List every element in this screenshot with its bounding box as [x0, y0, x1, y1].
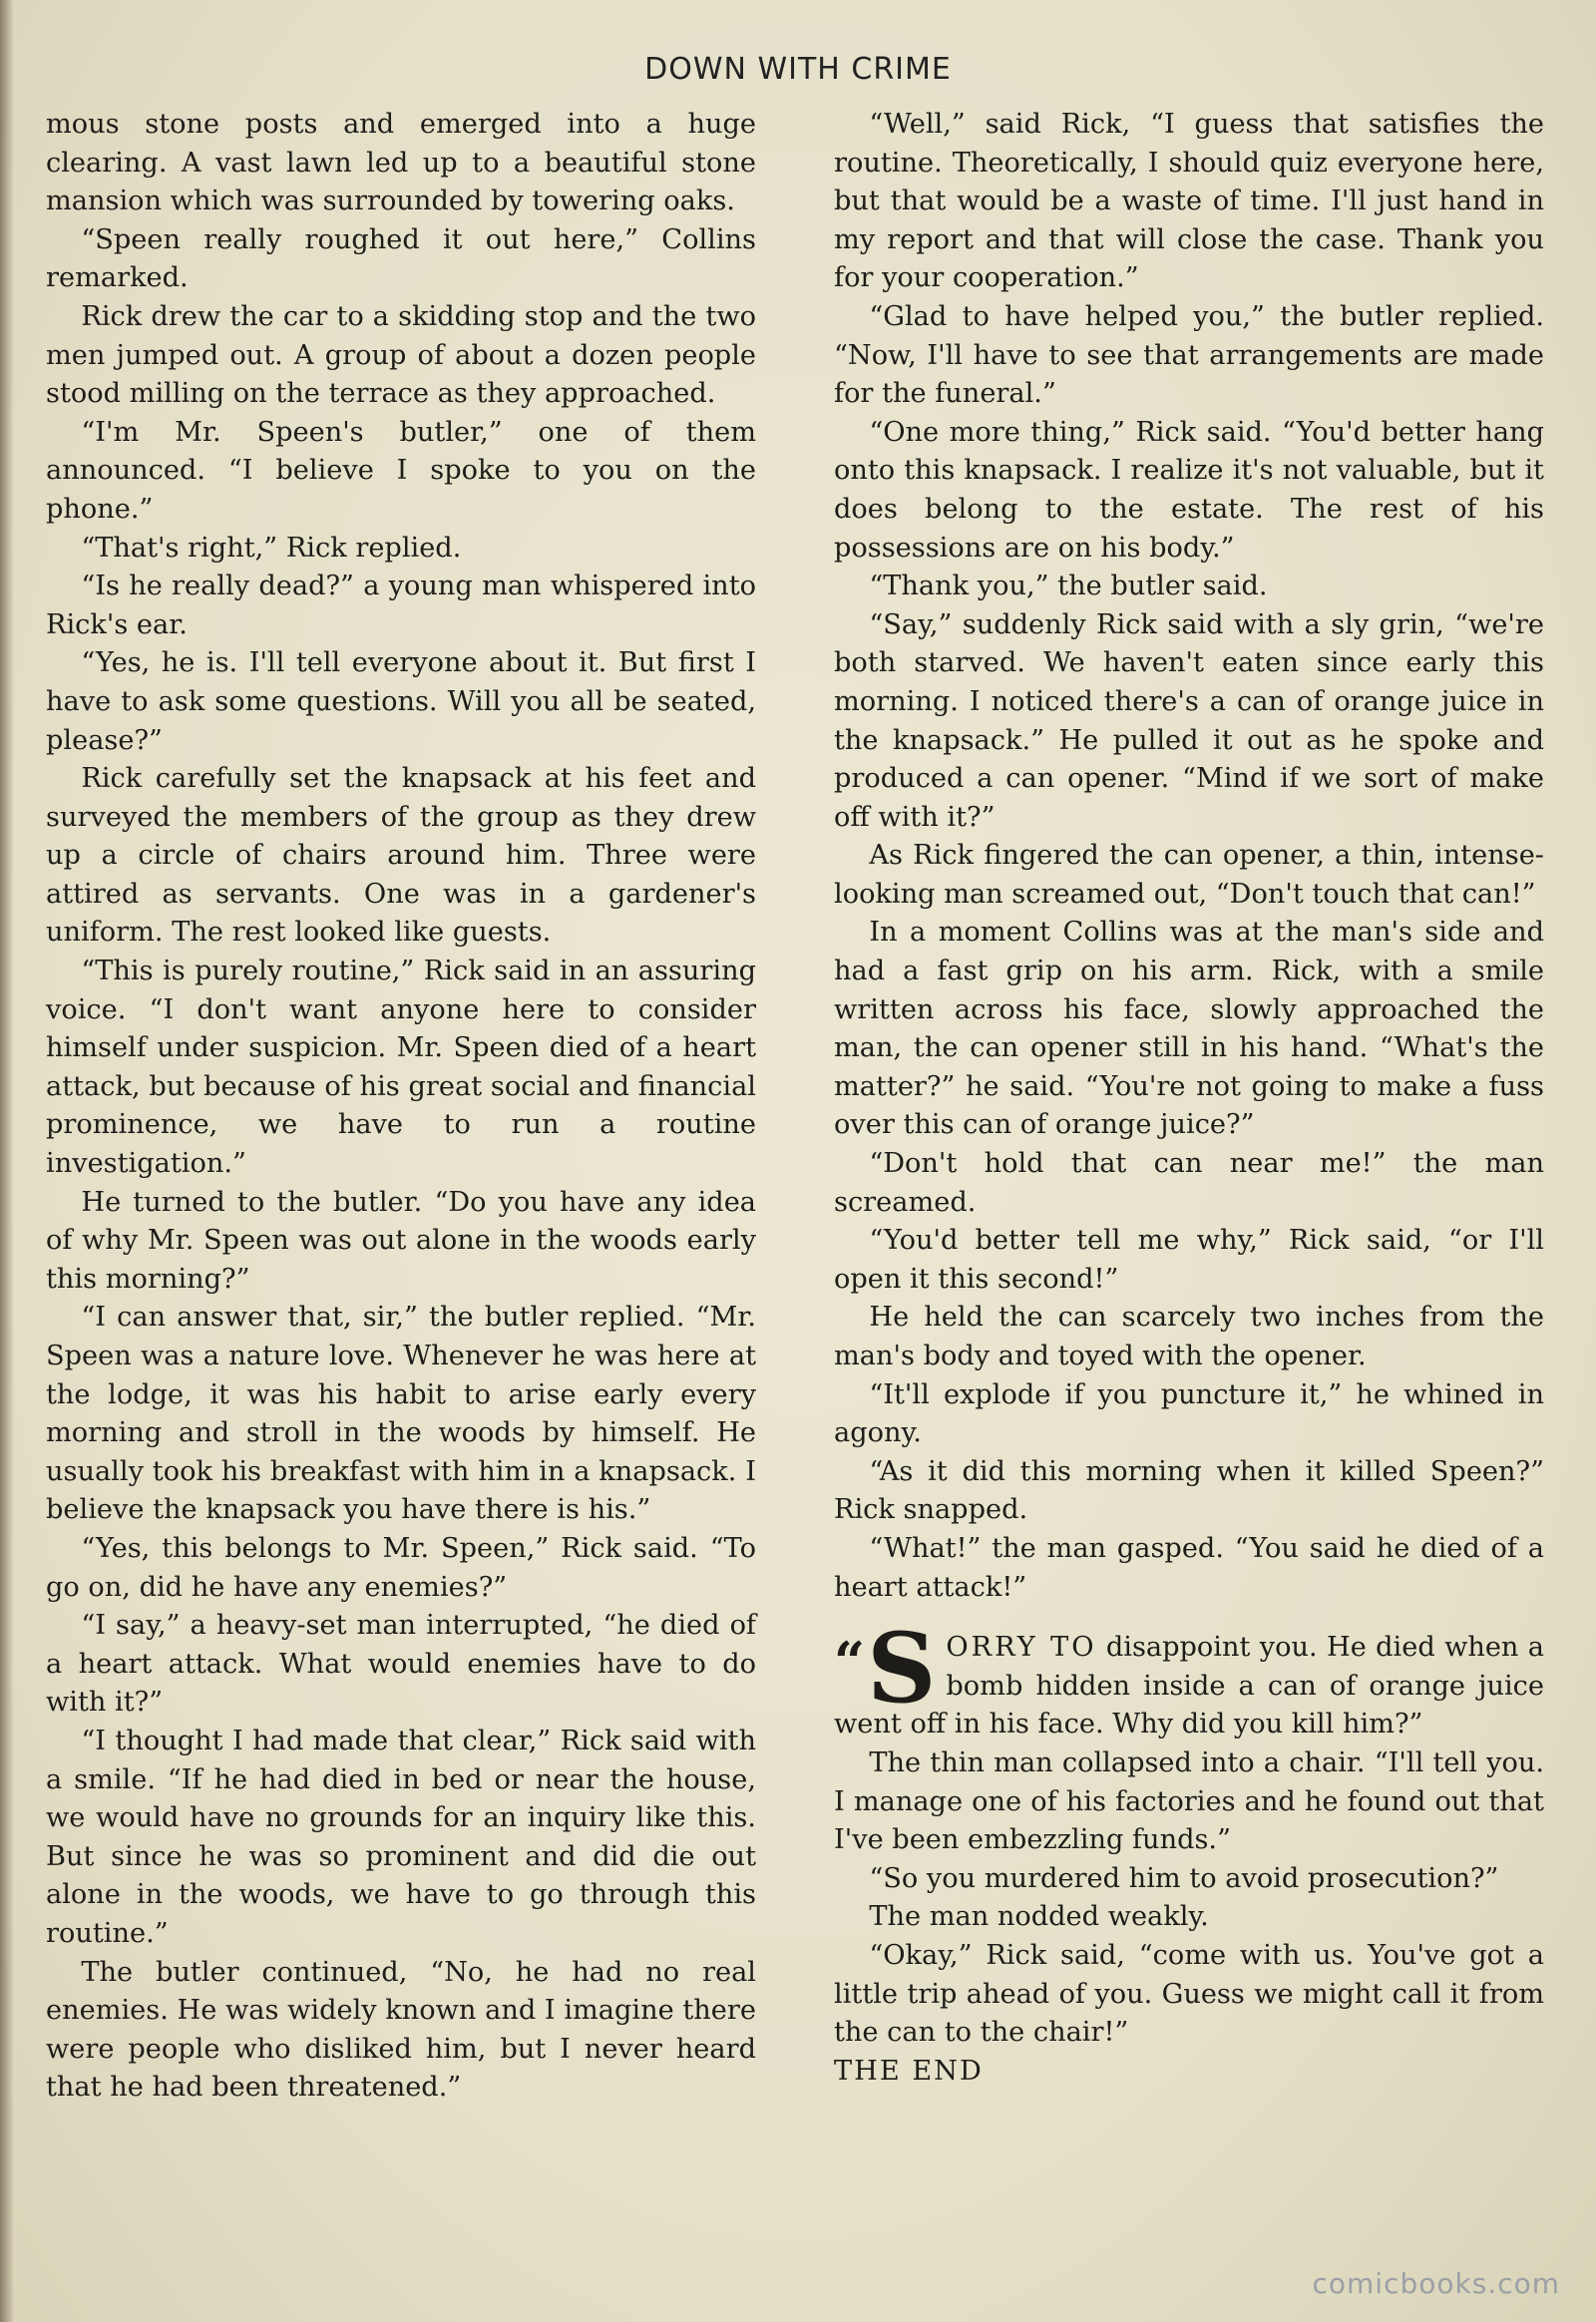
paragraph: “That's right,” Rick replied. [81, 532, 462, 564]
drop-cap-letter: S [867, 1612, 937, 1726]
paragraph: “I thought I had made that clear,” Rick said with a smile. “If he had died in bed or near the house, we would have no grounds for an inquiry like this. But since he was so prominent and did die out alone in the woods, we have to go through this routine.” [46, 1725, 756, 1949]
page-edge-shadow [0, 0, 14, 2322]
dropcap-paragraph-text: disappoint you. He died when a bomb hidden inside a can of orange juice went off in his face. Why did you kill him?” [834, 1632, 1544, 1741]
paragraph: “Say,” suddenly Rick said with a sly grin, “we're both starved. We haven't eaten since early this morning. I noticed there's a can of orange juice in the knapsack.” He pulled it out as he spoke and produced a can opener. “Mind if we sort of make off with it?” [834, 608, 1544, 833]
paragraph: “Is he really dead?” a young man whispered into Rick's ear. [46, 571, 756, 640]
paragraph: The butler continued, “No, he had no real enemies. He was widely known and I imagine there were people who disliked him, but I never heard that he had been threatened.” [46, 1956, 756, 2104]
paragraph: “I'm Mr. Speen's butler,” one of them announced. “I believe I spoke to you on the phone.” [46, 416, 756, 525]
paragraph: “One more thing,” Rick said. “You'd better hang onto this knapsack. I realize it's not valuable, but it does belong to the estate. The rest of his possessions are on his body.” [834, 416, 1544, 564]
page-header-title: DOWN WITH CRIME [644, 52, 952, 87]
paragraph: He turned to the butler. “Do you have any idea of why Mr. Speen was out alone in the woods early this morning?” [46, 1186, 756, 1295]
paragraph: mous stone posts and emerged into a huge clearing. A vast lawn led up to a beautiful stone mansion which was surrounded by towering oaks. [46, 109, 756, 217]
left-text-column [46, 106, 756, 2108]
paragraph: “This is purely routine,” Rick said in an assuring voice. “I don't want anyone here to consider himself under suspicion. Mr. Speen died of a heart attack, but because of his great social and financial prominence, we have to run a routine investigation.” [46, 956, 756, 1180]
paragraph: “Yes, this belongs to Mr. Speen,” Rick said. “To go on, did he have any enemies?” [46, 1532, 756, 1603]
paragraph: “Speen really roughed it out here,” Collins remarked. [46, 223, 756, 294]
paragraph: “So you murdered him to avoid prosecution?” [869, 1862, 1499, 1894]
paragraph: Rick carefully set the knapsack at his feet and surveyed the members of the group as they drew up a circle of chairs around him. Three were attired as servants. One was in a gardener's uniform. The rest looked like guests. [46, 763, 756, 949]
paragraph: “Glad to have helped you,” the butler replied. “Now, I'll have to see that arrangements are made for the funeral.” [834, 300, 1544, 410]
paragraph: Rick drew the car to a skidding stop and the two men jumped out. A group of about a dozen people stood milling on the terrace as they approached. [46, 300, 756, 410]
paragraph: “Okay,” Rick said, “come with us. You've got a little trip ahead of you. Guess we might call it from the can to the chair!” [834, 1939, 1544, 2049]
paragraph: “Thank you,” the butler said. [869, 571, 1268, 602]
paragraph: “As it did this morning when it killed Speen?” Rick snapped. [834, 1455, 1544, 1526]
paragraph: “What!” the man gasped. “You said he died of a heart attack!” [834, 1532, 1544, 1603]
paragraph: “Don't hold that can near me!” the man screamed. [834, 1148, 1544, 1218]
dropcap-paragraph [834, 1612, 1544, 1744]
paragraph: He held the can scarcely two inches from the man's body and toyed with the opener. [834, 1302, 1544, 1371]
paragraph: “You'd better tell me why,” Rick said, “or I'll open it this second!” [834, 1225, 1544, 1295]
paragraph: In a moment Collins was at the man's side and had a fast grip on his arm. Rick, with a smile written across his face, slowly approached the man, the can opener still in his hand. “What's the matter?” he said. “You're not going to make a fuss over this can of orange juice?” [834, 917, 1544, 1141]
open-quote-mark: “ [834, 1630, 866, 1695]
the-end-label: THE END [834, 2055, 984, 2087]
paragraph: The man nodded weakly. [869, 1901, 1209, 1933]
paragraph: “I say,” a heavy-set man interrupted, “he died of a heart attack. What would enemies have to do with it?” [46, 1610, 756, 1719]
paragraph: “Well,” said Rick, “I guess that satisfies the routine. Theoretically, I should quiz everyone here, but that would be a waste of time. I'll just hand in my report and that will close the case. Thank you for your cooperation.” [834, 109, 1544, 294]
paragraph: “I can answer that, sir,” the butler replied. “Mr. Speen was a nature love. Whenever he was here at the lodge, it was his habit to arise early every morning and stroll in the woods by himself. He usually took his breakfast with him in a knapsack. I believe the knapsack you have there is his.” [46, 1302, 756, 1526]
small-caps-lead: ORRY TO [946, 1632, 1097, 1664]
paragraph: The thin man collapsed into a chair. “I'll tell you. I manage one of his factories and he found out that I've been embezzling funds.” [834, 1746, 1544, 1856]
site-watermark: comicbooks.com [1312, 2267, 1560, 2300]
right-text-column [834, 106, 1544, 2091]
paragraph: “Yes, he is. I'll tell everyone about it. But first I have to ask some questions. Will you all be seated, please?” [46, 647, 756, 756]
paragraph: As Rick fingered the can opener, a thin, intense-looking man screamed out, “Don't touch that can!” [834, 840, 1544, 910]
paragraph: “It'll explode if you puncture it,” he whined in agony. [834, 1378, 1544, 1449]
